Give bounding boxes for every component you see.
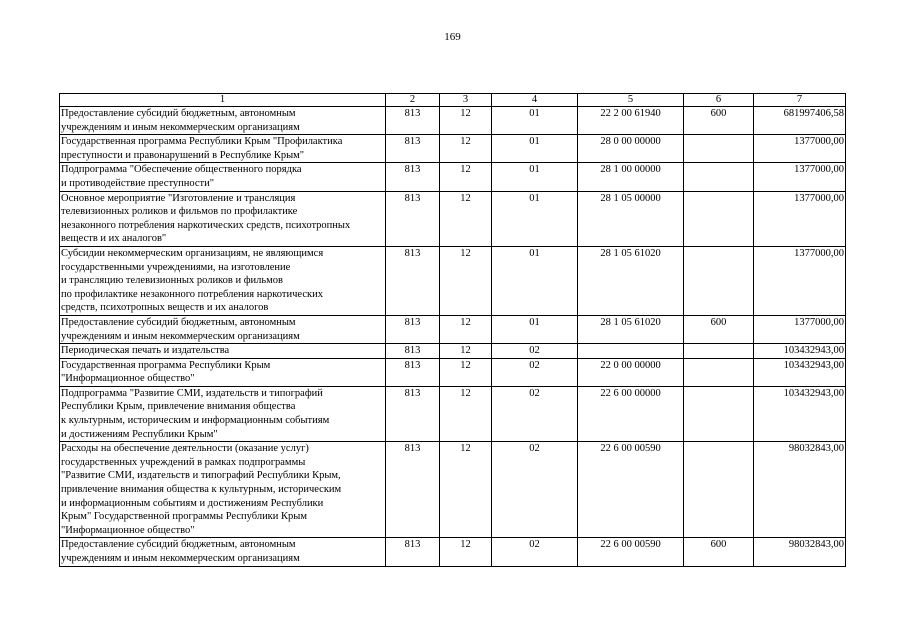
- table-row: [60, 135, 846, 163]
- row-expense-type-cell: 600: [684, 538, 754, 566]
- row-code-cell: 813: [386, 107, 440, 135]
- column-header-4: 4: [492, 94, 578, 107]
- row-name-cell: Государственная программа Республики Крым "Информационное общество": [60, 358, 386, 386]
- row-name-cell: Предоставление субсидий бюджетным, автономным учреждениям и иным некоммерческим организациям: [60, 107, 386, 135]
- row-name-cell: Основное мероприятие "Изготовление и трансляция телевизионных роликов и фильмов по профилактике незаконного потребления наркотических средств, психотропных веществ и их аналогов": [60, 191, 386, 246]
- row-section-cell: 12: [440, 163, 492, 191]
- table-row: [60, 442, 846, 538]
- row-target-article-cell: 22 6 00 00000: [578, 386, 684, 441]
- row-section-cell: 12: [440, 191, 492, 246]
- row-amount-cell: 98032843,00: [754, 442, 846, 538]
- row-expense-type-cell: 600: [684, 315, 754, 343]
- row-subsection-cell: 01: [492, 315, 578, 343]
- row-name-cell: Расходы на обеспечение деятельности (оказание услуг) государственных учреждений в рамках подпрограммы "Развитие СМИ, издательств и типографий Республики Крым, привлечение внимания общества к культурным, историческим и информационным событиям и достижениям Республики Крым" Государственной программы Республики Крым "Информационное общество": [60, 442, 386, 538]
- row-expense-type-cell: [684, 344, 754, 359]
- row-target-article-cell: 28 1 00 00000: [578, 163, 684, 191]
- row-expense-type-cell: [684, 386, 754, 441]
- row-subsection-cell: 02: [492, 344, 578, 359]
- row-amount-cell: 103432943,00: [754, 344, 846, 359]
- row-amount-cell: 98032843,00: [754, 538, 846, 566]
- page-number: 169: [444, 31, 461, 43]
- row-subsection-cell: 02: [492, 386, 578, 441]
- row-amount-cell: 681997406,58: [754, 107, 846, 135]
- row-subsection-cell: 02: [492, 442, 578, 538]
- row-target-article-cell: 22 2 00 61940: [578, 107, 684, 135]
- row-expense-type-cell: [684, 191, 754, 246]
- budget-table: [59, 93, 846, 567]
- row-target-article-cell: 22 0 00 00000: [578, 358, 684, 386]
- row-name-cell: Субсидии некоммерческим организациям, не являющимся государственными учреждениями, на изготовление и трансляцию телевизионных роликов и фильмов по профилактике незаконного потребления наркотических средств, психотропных веществ и их аналогов: [60, 246, 386, 315]
- row-section-cell: 12: [440, 246, 492, 315]
- row-expense-type-cell: [684, 246, 754, 315]
- row-code-cell: 813: [386, 246, 440, 315]
- column-header-5: 5: [578, 94, 684, 107]
- row-name-cell: Периодическая печать и издательства: [60, 344, 386, 359]
- row-code-cell: 813: [386, 163, 440, 191]
- row-target-article-cell: 28 0 00 00000: [578, 135, 684, 163]
- row-name-cell: Государственная программа Республики Крым "Профилактика преступности и правонарушений в Республике Крым": [60, 135, 386, 163]
- table-row: [60, 315, 846, 343]
- row-subsection-cell: 01: [492, 246, 578, 315]
- row-name-cell: Предоставление субсидий бюджетным, автономным учреждениям и иным некоммерческим организациям: [60, 538, 386, 566]
- row-amount-cell: 103432943,00: [754, 358, 846, 386]
- row-expense-type-cell: [684, 442, 754, 538]
- row-name-cell: Предоставление субсидий бюджетным, автономным учреждениям и иным некоммерческим организациям: [60, 315, 386, 343]
- row-expense-type-cell: [684, 163, 754, 191]
- row-section-cell: 12: [440, 442, 492, 538]
- row-code-cell: 813: [386, 358, 440, 386]
- table-row: [60, 538, 846, 566]
- row-target-article-cell: 22 6 00 00590: [578, 538, 684, 566]
- row-code-cell: 813: [386, 315, 440, 343]
- row-subsection-cell: 01: [492, 163, 578, 191]
- table-row: [60, 246, 846, 315]
- column-header-2: 2: [386, 94, 440, 107]
- row-target-article-cell: 28 1 05 61020: [578, 246, 684, 315]
- row-code-cell: 813: [386, 442, 440, 538]
- row-name-cell: Подпрограмма "Обеспечение общественного порядка и противодействие преступности": [60, 163, 386, 191]
- table-row: [60, 386, 846, 441]
- row-code-cell: 813: [386, 344, 440, 359]
- column-header-1: 1: [60, 94, 386, 107]
- row-section-cell: 12: [440, 344, 492, 359]
- row-target-article-cell: [578, 344, 684, 359]
- row-subsection-cell: 01: [492, 107, 578, 135]
- row-section-cell: 12: [440, 538, 492, 566]
- row-amount-cell: 1377000,00: [754, 246, 846, 315]
- row-expense-type-cell: [684, 135, 754, 163]
- row-target-article-cell: 28 1 05 61020: [578, 315, 684, 343]
- row-section-cell: 12: [440, 135, 492, 163]
- row-section-cell: 12: [440, 315, 492, 343]
- table-row: [60, 191, 846, 246]
- row-subsection-cell: 02: [492, 358, 578, 386]
- column-header-6: 6: [684, 94, 754, 107]
- row-code-cell: 813: [386, 135, 440, 163]
- row-section-cell: 12: [440, 358, 492, 386]
- row-amount-cell: 1377000,00: [754, 135, 846, 163]
- row-section-cell: 12: [440, 386, 492, 441]
- row-amount-cell: 1377000,00: [754, 191, 846, 246]
- column-header-7: 7: [754, 94, 846, 107]
- row-code-cell: 813: [386, 386, 440, 441]
- table-row: [60, 358, 846, 386]
- row-amount-cell: 1377000,00: [754, 163, 846, 191]
- row-amount-cell: 1377000,00: [754, 315, 846, 343]
- row-code-cell: 813: [386, 538, 440, 566]
- table-row: [60, 107, 846, 135]
- row-target-article-cell: 22 6 00 00590: [578, 442, 684, 538]
- row-code-cell: 813: [386, 191, 440, 246]
- table-row: [60, 344, 846, 359]
- row-expense-type-cell: [684, 358, 754, 386]
- row-target-article-cell: 28 1 05 00000: [578, 191, 684, 246]
- row-subsection-cell: 01: [492, 191, 578, 246]
- row-expense-type-cell: 600: [684, 107, 754, 135]
- table-row: [60, 163, 846, 191]
- row-section-cell: 12: [440, 107, 492, 135]
- row-subsection-cell: 01: [492, 135, 578, 163]
- row-amount-cell: 103432943,00: [754, 386, 846, 441]
- table-header-row: [60, 94, 846, 107]
- row-subsection-cell: 02: [492, 538, 578, 566]
- row-name-cell: Подпрограмма "Развитие СМИ, издательств и типографий Республики Крым, привлечение внимания общества к культурным, историческим и информационным событиям и достижениям Республики Крым": [60, 386, 386, 441]
- column-header-3: 3: [440, 94, 492, 107]
